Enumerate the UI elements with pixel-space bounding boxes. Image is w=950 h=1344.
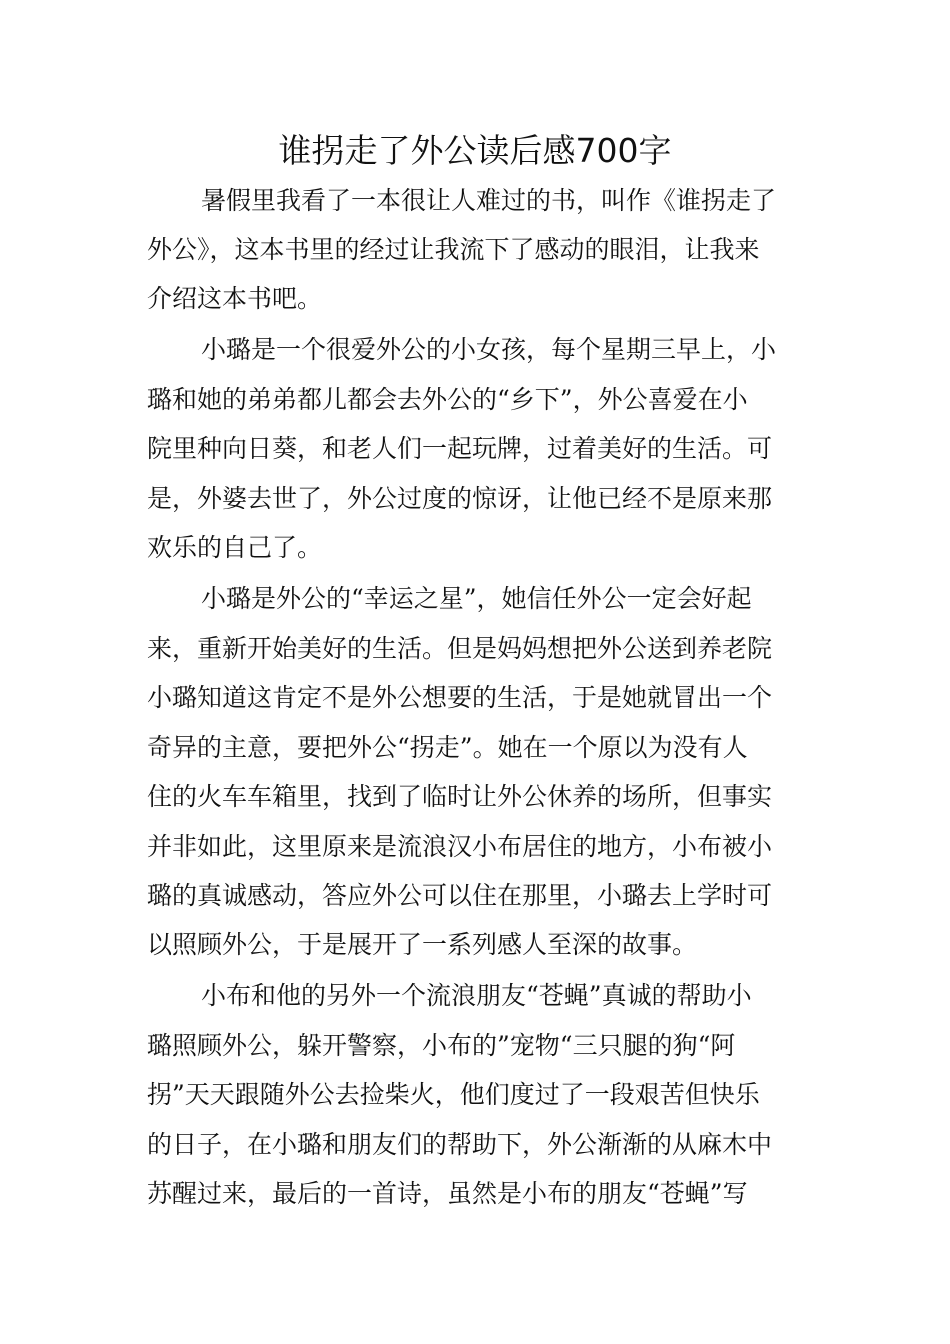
document-title: 谁拐走了外公读后感700字 bbox=[278, 131, 672, 170]
paragraph-1-line-3: 介绍这本书吧。 bbox=[147, 284, 323, 313]
paragraph-3-line-5: 住的火车车箱里，找到了临时让外公休养的场所，但事实 bbox=[147, 782, 773, 811]
paragraph-1-line-2: 外公》，这本书里的经过让我流下了感动的眼泪，让我来 bbox=[147, 235, 760, 264]
paragraph-2-line-3: 院里种向日葵，和老人们一起玩牌，过着美好的生活。可 bbox=[147, 434, 773, 463]
paragraph-4-line-2: 璐照顾外公，躲开警察，小布的”宠物“三只腿的狗“阿 bbox=[147, 1031, 736, 1060]
paragraph-2-line-1: 小璐是一个很爱外公的小女孩，每个星期三早上，小 bbox=[201, 335, 777, 364]
paragraph-4-line-4: 的日子，在小璐和朋友们的帮助下，外公渐渐的从麻木中 bbox=[147, 1130, 773, 1159]
paragraph-3-line-4: 奇异的主意，要把外公“拐走”。她在一个原以为没有人 bbox=[147, 733, 748, 762]
paragraph-2-line-2: 璐和她的弟弟都儿都会去外公的“乡下”，外公喜爱在小 bbox=[147, 385, 748, 414]
paragraph-4-line-5: 苏醒过来，最后的一首诗，虽然是小布的朋友“苍蝇”写 bbox=[147, 1179, 748, 1208]
paragraph-3-line-7: 璐的真诚感动，答应外公可以住在那里，小璐去上学时可 bbox=[147, 881, 773, 910]
paragraph-3-line-1: 小璐是外公的“幸运之星”，她信任外公一定会好起 bbox=[201, 584, 752, 613]
paragraph-4-line-1: 小布和他的另外一个流浪朋友“苍蝇”真诚的帮助小 bbox=[201, 981, 752, 1010]
paragraph-4-line-3: 拐”天天跟随外公去捡柴火，他们度过了一段艰苦但快乐 bbox=[147, 1080, 760, 1109]
paragraph-3-line-8: 以照顾外公，于是展开了一系列感人至深的故事。 bbox=[147, 930, 698, 959]
paragraph-3-line-6: 并非如此，这里原来是流浪汉小布居住的地方，小布被小 bbox=[147, 832, 773, 861]
paragraph-1-line-1: 暑假里我看了一本很让人难过的书，叫作《谁拐走了 bbox=[201, 186, 777, 215]
paragraph-2-line-4: 是，外婆去世了，外公过度的惊讶，让他已经不是原来那 bbox=[147, 484, 773, 513]
paragraph-3-line-2: 来，重新开始美好的生活。但是妈妈想把外公送到养老院 bbox=[147, 634, 773, 663]
paragraph-3-line-3: 小璐知道这肯定不是外公想要的生活，于是她就冒出一个 bbox=[147, 683, 773, 712]
paragraph-2-line-5: 欢乐的自己了。 bbox=[147, 533, 323, 562]
